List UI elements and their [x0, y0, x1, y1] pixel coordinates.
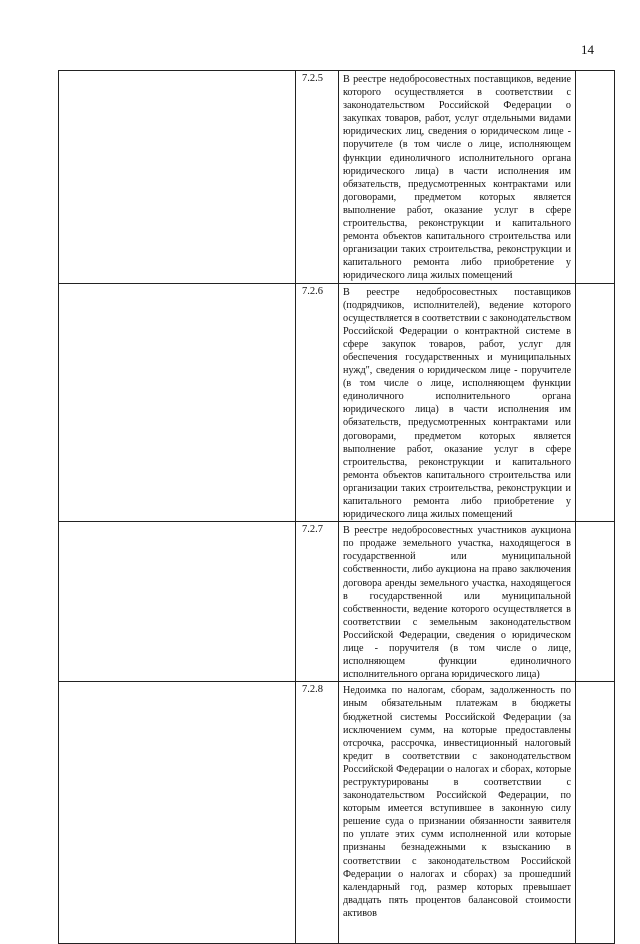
empty-cell [59, 283, 296, 522]
item-text: В реестре недобросовестных поставщиков, ведение которого осуществляется в соответствии с законодательством Российской Федерации о закупках товаров, работ, услуг отдельными видами юридических лиц, сведения о юридическом лице - поручителе (в том числе о лице, исполняющем функции единоличного исполнительного органа юридического лица) в части исполнения им обязательств, предусмотренных контрактами или договорами, предметом которых является выполнение работ, оказание услуг в сфере строительства, реконструкции и капитального ремонта объектов капитального строительства или организации таких строительства, реконструкции и капитального ремонта либо приобретение у юридического лица жилых помещений [339, 71, 576, 284]
item-number: 7.2.6 [296, 283, 339, 522]
page-number: 14 [581, 42, 594, 57]
item-number: 7.2.7 [296, 522, 339, 682]
requirements-table [58, 70, 615, 944]
empty-cell [59, 522, 296, 682]
table-row [59, 71, 615, 284]
empty-cell [576, 283, 615, 522]
item-text: В реестре недобросовестных участников аукциона по продаже земельного участка, находящегося в государственной или муниципальной собственности, либо аукциона на право заключения договора аренды земельного участка, находящегося в государственной или муниципальной собственности, ведение которого осуществляется в соответствии с земельным законодательством Российской Федерации, сведения о юридическом лице - поручителя (в том числе о лице, исполняющем функции единоличного исполнительного органа юридического лица) [339, 522, 576, 682]
empty-cell [576, 71, 615, 284]
empty-cell [576, 522, 615, 682]
empty-cell [59, 71, 296, 284]
item-number: 7.2.8 [296, 682, 339, 944]
item-number: 7.2.5 [296, 71, 339, 284]
table-row [59, 522, 615, 682]
item-text: В реестре недобросовестных поставщиков (подрядчиков, исполнителей), ведение которого осуществляется в соответствии с законодательством Российской Федерации о контрактной системе в сфере закупок товаров, работ, услуг для обеспечения государственных и муниципальных нужд", сведения о юридическом лице - поручителе (в том числе о лице, исполняющем функции единоличного исполнительного органа юридического лица) в части исполнения им обязательств, предусмотренных контрактами или договорами, предметом которых является выполнение работ, оказание услуг в сфере строительства, реконструкции и капитального ремонта объектов капитального строительства или организации таких строительства, реконструкции и капитального ремонта либо приобретение у юридического лица жилых помещений [339, 283, 576, 522]
table-row [59, 283, 615, 522]
item-text: Недоимка по налогам, сборам, задолженность по иным обязательным платежам в бюджеты бюджетной системы Российской Федерации (за исключением сумм, на которые предоставлены отсрочка, рассрочка, инвестиционный налоговый кредит в соответствии с законодательством Российской Федерации о налогах и сборах, которые реструктурированы в соответствии с законодательством Российской Федерации, по которым имеется вступившее в законную силу решение суда о признании обязанности заявителя по уплате этих сумм исполненной или которые признаны безнадежными к взысканию в соответствии с законодательством Российской Федерации о налогах и сборах) за прошедший календарный год, размер которых превышает двадцать пять процентов балансовой стоимости активов [339, 682, 576, 944]
